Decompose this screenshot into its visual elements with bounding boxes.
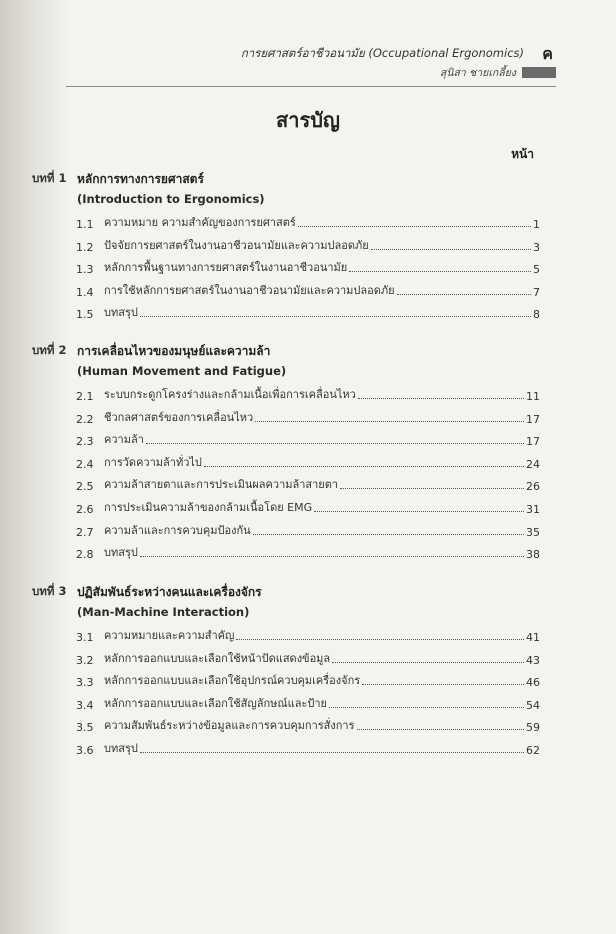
toc-entry[interactable] bbox=[76, 236, 540, 254]
entry-page-number: 43 bbox=[526, 653, 540, 667]
entry-number: 2.5 bbox=[76, 480, 94, 494]
entry-title: หลักการพื้นฐานทางการยศาสตร์ในงานอาชีวอนามัย bbox=[104, 261, 348, 275]
dot-leader bbox=[358, 398, 524, 399]
running-header-author: สุนิสา ชายเกลี้ยง bbox=[439, 67, 516, 79]
toc-entry[interactable] bbox=[76, 739, 540, 757]
chapter-title-english: (Man-Machine Interaction) bbox=[77, 605, 250, 619]
entry-number: 1.5 bbox=[76, 308, 94, 322]
entry-page-number: 5 bbox=[533, 263, 540, 277]
entry-page-number: 11 bbox=[526, 390, 540, 403]
toc-entry[interactable] bbox=[76, 475, 540, 493]
entry-page-number: 24 bbox=[526, 457, 540, 471]
chapter-title-thai: ปฏิสัมพันธ์ระหว่างคนและเครื่องจักร bbox=[77, 585, 262, 599]
entry-title: ปัจจัยการยศาสตร์ในงานอาชีวอนามัยและความปลอดภัย bbox=[104, 238, 369, 252]
header-divider bbox=[66, 86, 556, 87]
entry-number: 2.2 bbox=[76, 412, 94, 426]
dot-leader bbox=[253, 534, 524, 535]
running-header-title: การยศาสตร์อาชีวอนามัย (Occupational Ergonomics) bbox=[240, 46, 524, 60]
toc-entry[interactable] bbox=[76, 694, 540, 712]
entry-page-number: 7 bbox=[533, 285, 540, 299]
chapter-title-thai: หลักการทางการยศาสตร์ bbox=[77, 172, 204, 186]
entry-page-number: 17 bbox=[526, 435, 540, 449]
page-column-label: หน้า bbox=[511, 147, 534, 161]
entry-number: 1.3 bbox=[76, 263, 94, 277]
entry-title: หลักการออกแบบและเลือกใช้หน้าปัดแสดงข้อมูล bbox=[104, 651, 331, 665]
dot-leader bbox=[146, 443, 524, 444]
entry-title: การใช้หลักการยศาสตร์ในงานอาชีวอนามัยและความปลอดภัย bbox=[104, 283, 395, 297]
entry-title: ชีวกลศาสตร์ของการเคลื่อนไหว bbox=[104, 410, 254, 424]
toc-entry[interactable] bbox=[76, 498, 540, 516]
entry-page-number: 62 bbox=[526, 744, 540, 757]
dot-leader bbox=[362, 684, 524, 685]
entry-number: 3.3 bbox=[76, 676, 94, 690]
page-number: ค bbox=[542, 44, 553, 63]
toc-entry[interactable] bbox=[76, 258, 540, 276]
entry-title: ความล้าสายตาและการประเมินผลความล้าสายตา bbox=[104, 478, 339, 492]
entry-number: 1.2 bbox=[76, 240, 94, 254]
toc-entry[interactable] bbox=[76, 543, 540, 561]
entry-page-number: 59 bbox=[526, 721, 540, 735]
entry-title: บทสรุป bbox=[104, 742, 138, 755]
entry-title: หลักการออกแบบและเลือกใช้สัญลักษณ์และป้าย bbox=[104, 696, 327, 710]
page-binding-shadow bbox=[0, 0, 70, 934]
toc-entry[interactable] bbox=[76, 303, 540, 321]
entry-number: 3.4 bbox=[76, 698, 94, 712]
entry-title: บทสรุป bbox=[104, 546, 138, 560]
dot-leader bbox=[332, 662, 524, 663]
entry-page-number: 35 bbox=[526, 525, 540, 539]
entry-number: 3.1 bbox=[76, 631, 94, 644]
chapter-title-english: (Introduction to Ergonomics) bbox=[77, 192, 265, 206]
entry-title: ความล้าและการควบคุมป้องกัน bbox=[104, 523, 251, 537]
entry-number: 2.8 bbox=[76, 548, 94, 562]
toc-entry[interactable] bbox=[76, 430, 540, 448]
dot-leader bbox=[140, 556, 524, 557]
entry-page-number: 8 bbox=[533, 308, 540, 322]
chapter-label: บทที่ 3 bbox=[32, 584, 67, 598]
entry-number: 2.1 bbox=[76, 390, 94, 403]
dot-leader bbox=[357, 729, 524, 730]
entry-page-number: 41 bbox=[526, 631, 540, 644]
toc-entry[interactable] bbox=[76, 385, 540, 403]
toc-entry[interactable] bbox=[76, 671, 540, 689]
dot-leader bbox=[314, 511, 524, 512]
toc-entry[interactable] bbox=[76, 521, 540, 539]
toc-entry[interactable] bbox=[76, 408, 540, 426]
entry-title: หลักการออกแบบและเลือกใช้อุปกรณ์ควบคุมเครื่องจักร bbox=[104, 674, 361, 688]
entry-number: 1.1 bbox=[76, 218, 94, 231]
entry-number: 2.4 bbox=[76, 457, 94, 471]
toc-entry[interactable] bbox=[76, 649, 540, 667]
toc-entry[interactable] bbox=[76, 626, 540, 644]
entry-number: 3.6 bbox=[76, 744, 94, 757]
entry-title: ความหมาย ความสำคัญของการยศาสตร์ bbox=[104, 216, 296, 229]
entry-page-number: 38 bbox=[526, 548, 540, 562]
dot-leader bbox=[349, 271, 531, 272]
entry-title: การประเมินความล้าของกล้ามเนื้อโดย EMG bbox=[104, 501, 313, 514]
entry-number: 2.7 bbox=[76, 525, 94, 539]
entry-title: การวัดความล้าทั่วไป bbox=[104, 455, 202, 469]
toc-entry[interactable] bbox=[76, 453, 540, 471]
dot-leader bbox=[255, 421, 524, 422]
toc-title: สารบัญ bbox=[276, 108, 340, 132]
entry-title: ความหมายและความสำคัญ bbox=[104, 629, 235, 642]
entry-number: 2.6 bbox=[76, 503, 94, 516]
header-tab-marker bbox=[522, 67, 556, 78]
entry-title: ระบบกระดูกโครงร่างและกล้ามเนื้อเพื่อการเคลื่อนไหว bbox=[104, 388, 356, 401]
entry-page-number: 54 bbox=[526, 698, 540, 712]
chapter-title-thai: การเคลื่อนไหวของมนุษย์และความล้า bbox=[77, 344, 271, 358]
dot-leader bbox=[340, 488, 524, 489]
entry-page-number: 1 bbox=[533, 218, 540, 231]
entry-page-number: 26 bbox=[526, 480, 540, 494]
dot-leader bbox=[140, 752, 524, 753]
entry-page-number: 31 bbox=[526, 503, 540, 516]
entry-page-number: 46 bbox=[526, 676, 540, 690]
toc-entry[interactable] bbox=[76, 716, 540, 734]
dot-leader bbox=[371, 249, 531, 250]
chapter-label: บทที่ 1 bbox=[32, 171, 67, 185]
entry-number: 1.4 bbox=[76, 285, 94, 299]
entry-number: 3.5 bbox=[76, 721, 94, 735]
dot-leader bbox=[140, 316, 531, 317]
entry-page-number: 17 bbox=[526, 412, 540, 426]
entry-number: 2.3 bbox=[76, 435, 94, 449]
toc-entry[interactable] bbox=[76, 281, 540, 299]
entry-title: ความสัมพันธ์ระหว่างข้อมูลและการควบคุมการสั่งการ bbox=[104, 719, 355, 733]
dot-leader bbox=[204, 466, 524, 467]
dot-leader bbox=[236, 639, 524, 640]
entry-number: 3.2 bbox=[76, 653, 94, 667]
entry-title: ความล้า bbox=[104, 433, 144, 447]
dot-leader bbox=[298, 226, 531, 227]
entry-title: บทสรุป bbox=[104, 306, 138, 320]
entry-page-number: 3 bbox=[533, 240, 540, 254]
chapter-label: บทที่ 2 bbox=[32, 343, 67, 357]
dot-leader bbox=[329, 707, 524, 708]
dot-leader bbox=[397, 294, 531, 295]
chapter-title-english: (Human Movement and Fatigue) bbox=[77, 364, 287, 378]
toc-entry[interactable] bbox=[76, 213, 540, 231]
